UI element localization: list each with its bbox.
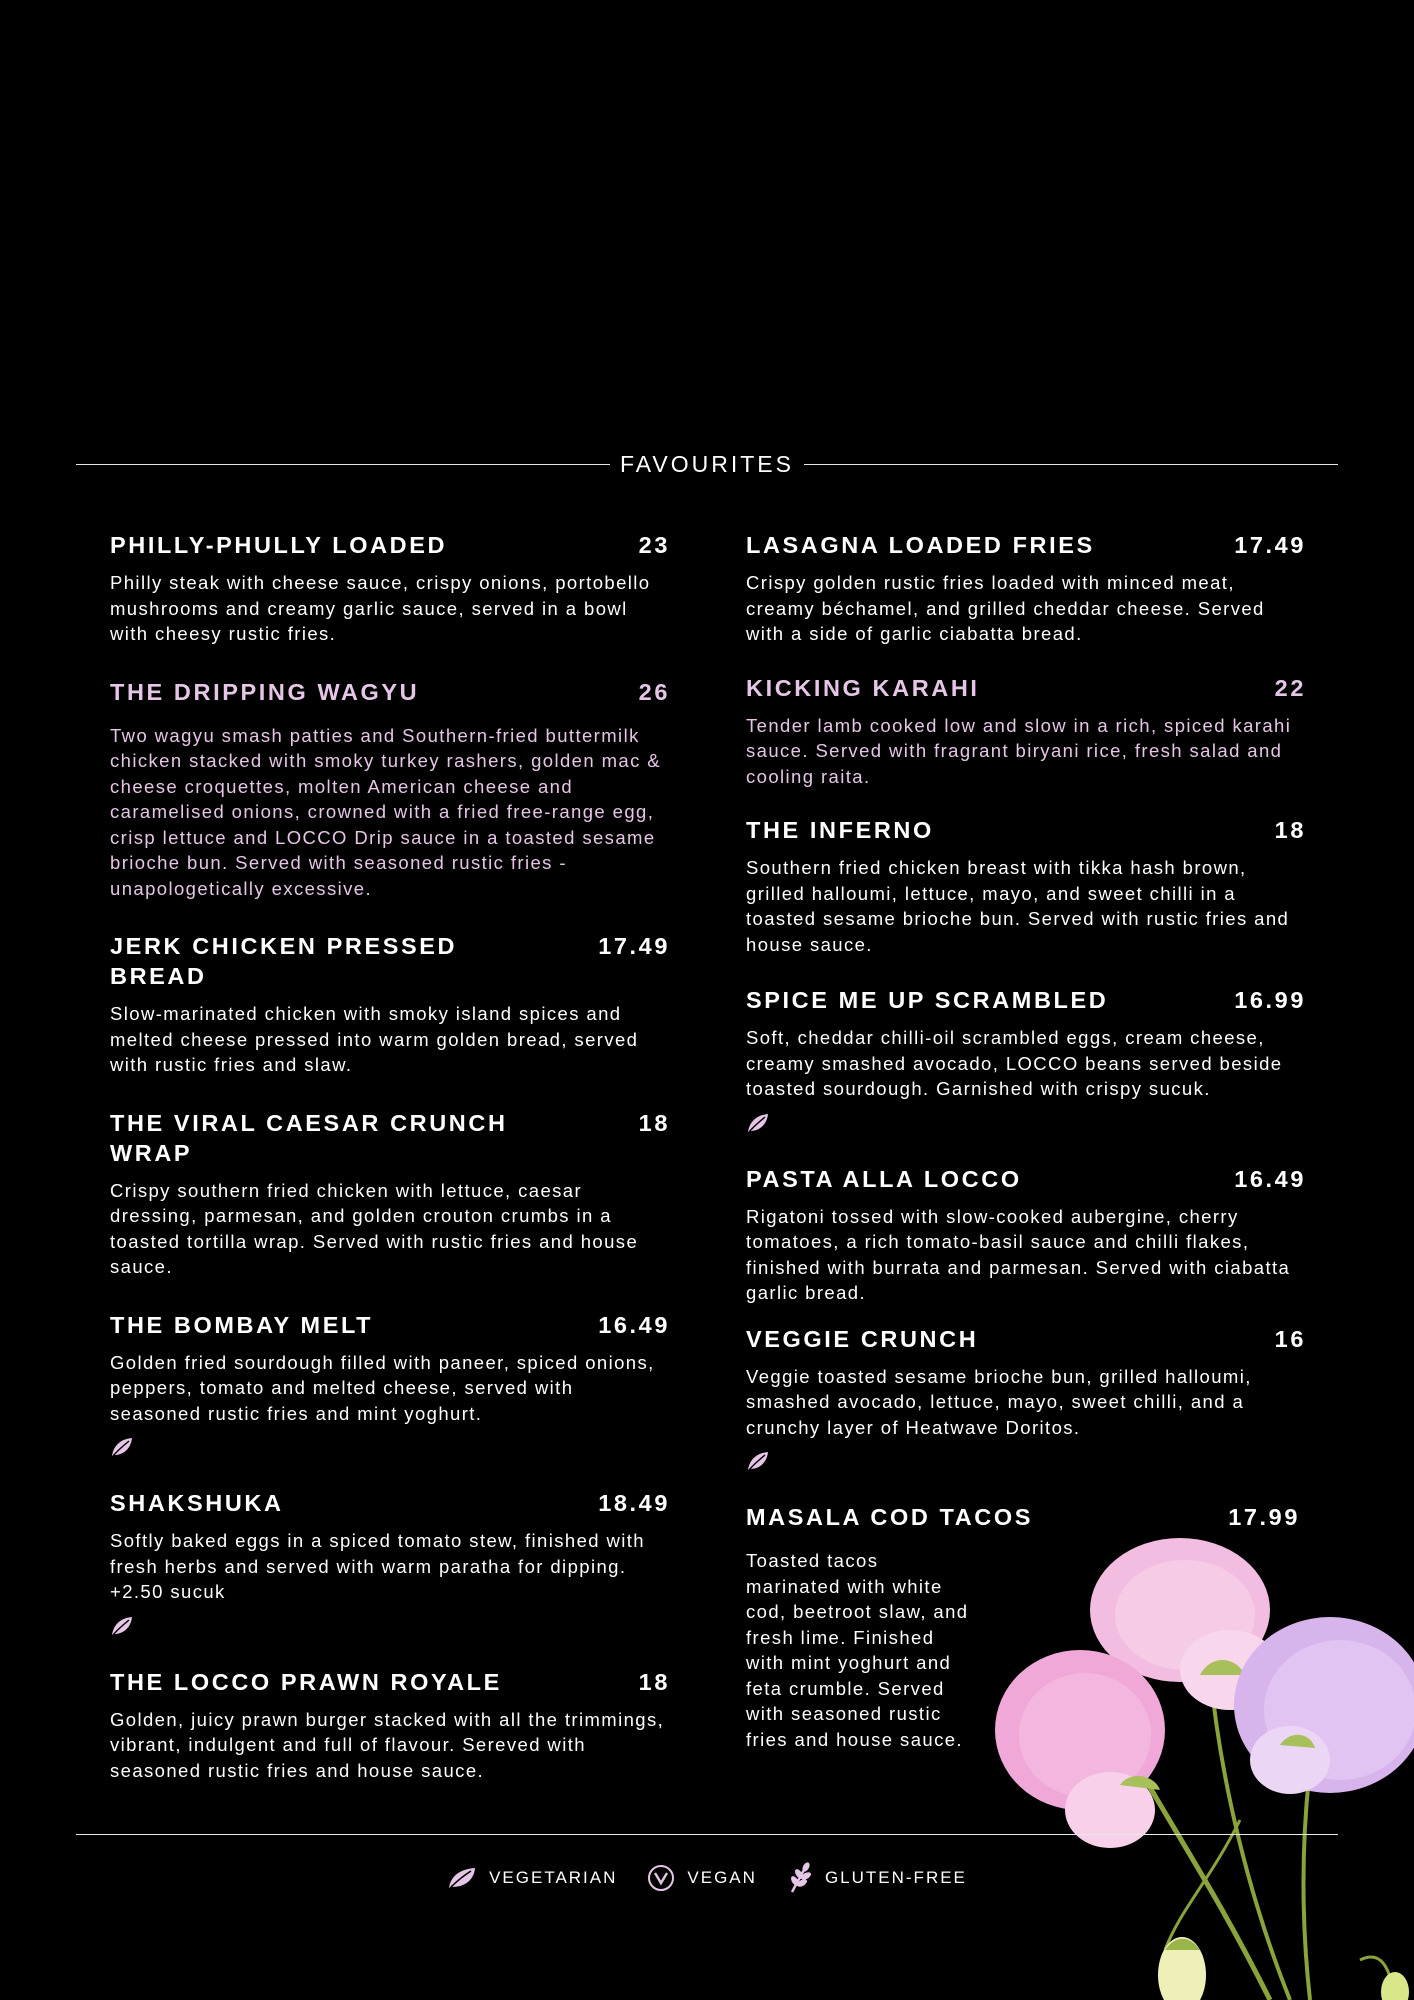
legend-vegan-label: VEGAN [687, 1868, 757, 1887]
item-description: Rigatoni tossed with slow-cooked aubergine, cherry tomatoes, a rich tomato-basil sauce and chilli flakes, finished with burrata and parmesan. Served with ciabatta garlic bread. [746, 1205, 1291, 1303]
left-column [110, 530, 670, 1813]
item-description: Philly steak with cheese sauce, crispy onions, portobello mushrooms and creamy garlic sauce, served in a bowl with cheesy rustic fries. [110, 572, 651, 644]
item-price: 17.49 [598, 933, 670, 959]
item-price: 18 [638, 1668, 670, 1695]
item-price: 16.99 [1234, 987, 1306, 1013]
menu-item-featured [746, 673, 1306, 790]
menu-item [110, 931, 670, 1078]
legend-vegan [647, 1864, 757, 1892]
item-price: 16.49 [598, 1311, 670, 1338]
divider-right [804, 464, 1338, 465]
vegan-badge-icon [647, 1864, 675, 1892]
menu-item [746, 530, 1306, 647]
item-name: MASALA COD TACOS [746, 1504, 1034, 1530]
item-price: 18.49 [598, 1490, 670, 1516]
legend-vegetarian-label: VEGETARIAN [489, 1868, 618, 1887]
item-name: THE DRIPPING WAGYU [110, 678, 420, 705]
vegetarian-leaf-icon [110, 1436, 134, 1458]
menu-item-featured [110, 677, 670, 902]
section-header [76, 450, 1338, 478]
item-name: THE BOMBAY MELT [110, 1311, 374, 1338]
item-price: 18 [1274, 817, 1306, 843]
item-name: THE VIRAL CAESAR CRUNCH WRAP [110, 1109, 508, 1166]
item-name: VEGGIE CRUNCH [746, 1325, 979, 1352]
item-name: SHAKSHUKA [110, 1490, 284, 1516]
item-description: Two wagyu smash patties and Southern-fried buttermilk chicken stacked with smoky turkey rashers, golden mac & cheese croquettes, molten American cheese and caramelised onions, crowned with a fried free-range egg, crisp lettuce and LOCCO Drip sauce in a toasted sesame brioche bun. Served with seasoned rustic fries - unapologetically excessive. [110, 724, 661, 899]
menu-item [746, 985, 1306, 1134]
menu-item [110, 530, 670, 647]
sweet-pea-flowers-illustration [990, 1520, 1414, 2000]
item-price: 22 [1274, 674, 1306, 701]
legend-gluten-free [787, 1862, 967, 1894]
menu-item [746, 1164, 1306, 1306]
vegetarian-leaf-icon [746, 1112, 770, 1134]
item-price: 26 [638, 678, 670, 705]
item-price: 17.49 [1234, 532, 1306, 558]
item-description: Softly baked eggs in a spiced tomato stew, finished with fresh herbs and served with warm paratha for dipping. [110, 1530, 645, 1577]
divider-left [76, 464, 610, 465]
item-name: PASTA ALLA LOCCO [746, 1165, 1022, 1192]
vegetarian-leaf-icon [110, 1615, 134, 1637]
dietary-legend [0, 1862, 1414, 1894]
item-name: SPICE ME UP SCRAMBLED [746, 987, 1109, 1013]
item-description: Golden fried sourdough filled with paneer, spiced onions, peppers, tomato and melted cheese, served with seasoned rustic fries and mint yoghurt. [110, 1351, 655, 1424]
item-description: Slow-marinated chicken with smoky island spices and melted cheese pressed into warm golden bread, served with rustic fries and slaw. [110, 1003, 639, 1075]
menu-item [110, 1667, 670, 1784]
item-price: 16 [1274, 1325, 1306, 1352]
item-price: 16.49 [1234, 1165, 1306, 1192]
item-name: KICKING KARAHI [746, 674, 980, 701]
wheat-icon [787, 1862, 813, 1894]
item-description: Crispy golden rustic fries loaded with minced meat, creamy béchamel, and grilled cheddar cheese. Served with a side of garlic ciabatta bread. [746, 572, 1265, 644]
section-title: FAVOURITES [620, 450, 794, 477]
menu-item [110, 1310, 670, 1459]
legend-gluten-free-label: GLUTEN-FREE [824, 1868, 967, 1887]
item-description: Golden, juicy prawn burger stacked with all the trimmings, vibrant, indulgent and full of flavour. Sereved with seasoned rustic fries and house sauce. [110, 1708, 665, 1781]
item-price: 18 [638, 1109, 670, 1136]
item-extra: +2.50 sucuk [110, 1581, 226, 1602]
legend-vegetarian [447, 1866, 617, 1890]
item-name: THE INFERNO [746, 817, 934, 843]
vegetarian-leaf-icon [746, 1450, 770, 1472]
item-name: JERK CHICKEN PRESSED BREAD [110, 933, 458, 989]
item-name: PHILLY-PHULLY LOADED [110, 532, 448, 558]
item-description: Soft, cheddar chilli-oil scrambled eggs, cream cheese, creamy smashed avocado, LOCCO beans served beside toasted sourdough. Garnished with crispy sucuk. [746, 1027, 1283, 1099]
menu-item [746, 815, 1306, 957]
item-name: LASAGNA LOADED FRIES [746, 532, 1095, 558]
item-description: Tender lamb cooked low and slow in a rich, spiced karahi sauce. Served with fragrant biryani rice, fresh salad and cooling raita. [746, 714, 1292, 787]
leaf-icon [447, 1866, 477, 1890]
footer-divider [76, 1834, 1338, 1835]
item-price: 17.99 [1228, 1504, 1300, 1530]
item-description: Crispy southern fried chicken with lettuce, caesar dressing, parmesan, and golden crouton crumbs in a toasted tortilla wrap. Served with rustic fries and house sauce. [110, 1179, 639, 1277]
menu-item [110, 1488, 670, 1637]
item-description: Veggie toasted sesame brioche bun, grilled halloumi, smashed avocado, lettuce, mayo, sweet chilli, and a crunchy layer of Heatwave Doritos. [746, 1365, 1252, 1438]
item-description: Southern fried chicken breast with tikka hash brown, grilled halloumi, lettuce, mayo, and sweet chilli in a toasted sesame brioche bun. Served with rustic fries and house sauce. [746, 857, 1290, 955]
menu-item [110, 1108, 670, 1280]
menu-item [746, 1324, 1306, 1473]
item-name: THE LOCCO PRAWN ROYALE [110, 1668, 502, 1695]
item-price: 23 [638, 532, 670, 558]
item-description: Toasted tacos marinated with white cod, beetroot slaw, and fresh lime. Finished with mint yoghurt and feta crumble. Served with seasoned rustic fries and house sauce. [746, 1550, 969, 1750]
